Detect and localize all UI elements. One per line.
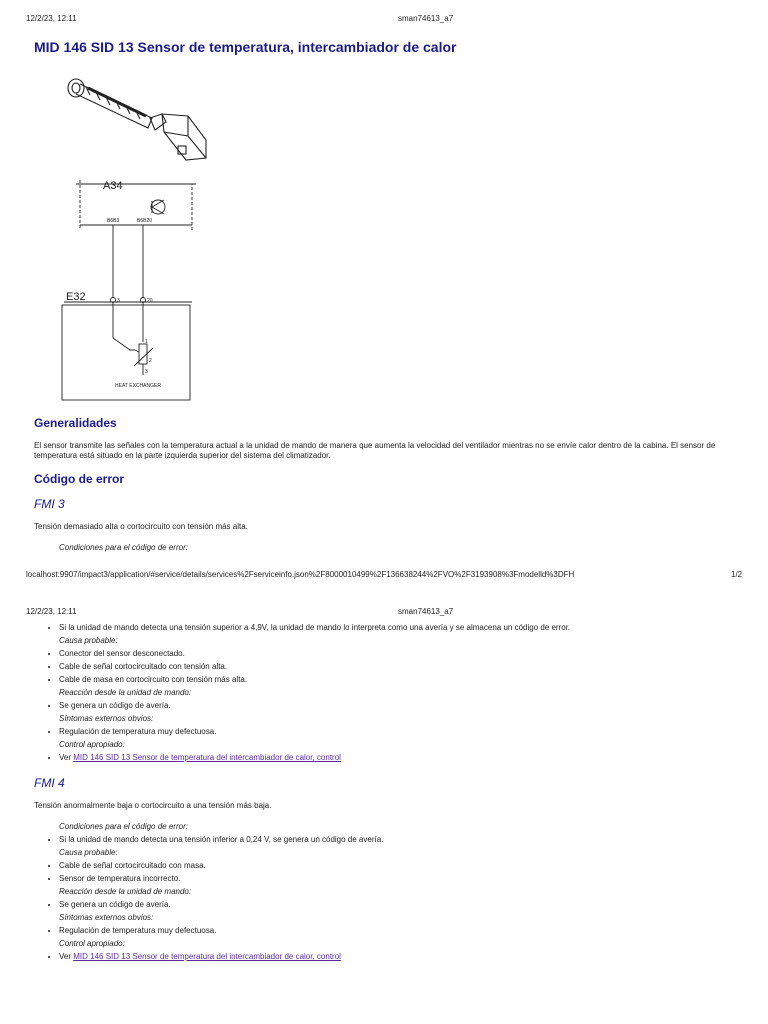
list-item: Reacción desde la unidad de mando:: [59, 688, 192, 697]
list-item: Síntomas externos obvios:: [59, 913, 154, 922]
wiring-diagram: [60, 170, 200, 405]
section-heading-codigo-error: Código de error: [34, 472, 125, 486]
list-item: Síntomas externos obvios:: [59, 714, 154, 723]
list-item: Causa probable:: [59, 636, 118, 645]
diagram-sensor-pin-3: 3: [145, 369, 148, 375]
list-item: [59, 950, 759, 963]
fmi4-heading: FMI 4: [34, 776, 65, 790]
list-item: • Se genera un código de avería.: [59, 898, 759, 911]
diagram-pin-b6b20: B6B20: [137, 218, 153, 224]
list-item: • Cable de señal cortocircuitado con masa.: [59, 859, 759, 872]
list-item: Reacción desde la unidad de mando:: [59, 887, 192, 896]
diagram-pin-b6b3: B6B3: [107, 218, 120, 224]
print-footer-page: 1/2: [731, 570, 743, 579]
sensor-illustration: [60, 70, 220, 165]
diagram-label-e32: E32: [66, 291, 86, 303]
fmi4-description: Tensión anormalmente baja o cortocircuito a una tensión más baja.: [34, 801, 272, 810]
fmi4-control-link[interactable]: MID 146 SID 13 Sensor de temperatura del intercambiador de calor, control: [73, 952, 341, 961]
print-header-date: 12/2/23, 12:11: [26, 607, 77, 616]
section-heading-generalidades: Generalidades: [34, 416, 117, 430]
page-title: MID 146 SID 13 Sensor de temperatura, intercambiador de calor: [34, 39, 457, 55]
print-header-doc-id: sman74613_a7: [398, 14, 454, 23]
list-item: Condiciones para el código de error:: [59, 822, 188, 831]
diagram-sensor-pin-2: 2: [149, 358, 152, 364]
print-footer-url: localhost:9907/impact3/application/#service/details/services%2Fserviceinfo.json%2F8000010499%2F136638244%2FVO%2F3193908%3Fmodelld%3DFH: [26, 570, 575, 579]
list-item: Control apropiado:: [59, 939, 125, 948]
list-item: • Sensor de temperatura incorrecto.: [59, 872, 759, 885]
see-prefix: Ver: [59, 952, 74, 961]
fmi4-details-list: [40, 820, 759, 963]
fmi3-description: Tensión demasiado alta o cortocircuito con tensión más alta.: [34, 522, 248, 531]
list-item: • Conector del sensor desconectado.: [59, 647, 759, 660]
list-item: Control apropiado:: [59, 740, 125, 749]
fmi3-control-link[interactable]: MID 146 SID 13 Sensor de temperatura del intercambiador de calor, control: [73, 753, 341, 762]
list-item: • Regulación de temperatura muy defectuosa.: [59, 725, 759, 738]
list-item: [59, 751, 759, 764]
diagram-pin-3: 3: [117, 298, 120, 304]
generalidades-paragraph: El sensor transmite las señales con la temperatura actual a la unidad de mando de manera que aumenta la velocidad del ventilador mientras no se envíe calor dentro de la cabina. El sensor de temperatura está situado en la parte izquierda superior del sistema del climatizador.: [34, 441, 716, 460]
see-prefix: Ver: [59, 753, 74, 762]
list-item: • Si la unidad de mando detecta una tensión superior a 4,9V, la unidad de mando lo interpreta como una avería y se almacena un código de error.: [59, 621, 759, 634]
list-item: • Regulación de temperatura muy defectuosa.: [59, 924, 759, 937]
fmi3-heading: FMI 3: [34, 497, 65, 511]
print-header-doc-id: sman74613_a7: [398, 607, 454, 616]
diagram-sensor-pin-1: 1: [145, 339, 148, 345]
fmi3-conditions-label: Condiciones para el código de error:: [59, 543, 188, 552]
fmi3-details-list: [40, 621, 759, 764]
list-item: • Se genera un código de avería.: [59, 699, 759, 712]
print-header-date: 12/2/23, 12:11: [26, 14, 77, 23]
diagram-component-label: HEAT EXCHANGER: [115, 383, 161, 389]
list-item: • Si la unidad de mando detecta una tensión inferior a 0,24 V, se genera un código de avería.: [59, 833, 759, 846]
list-item: Causa probable:: [59, 848, 118, 857]
list-item: • Cable de masa en cortocircuito con tensión más alta.: [59, 673, 759, 686]
diagram-label-a34: A34: [103, 180, 123, 192]
list-item: • Cable de señal cortocircuitado con tensión alta.: [59, 660, 759, 673]
diagram-pin-20: 20: [147, 298, 153, 304]
